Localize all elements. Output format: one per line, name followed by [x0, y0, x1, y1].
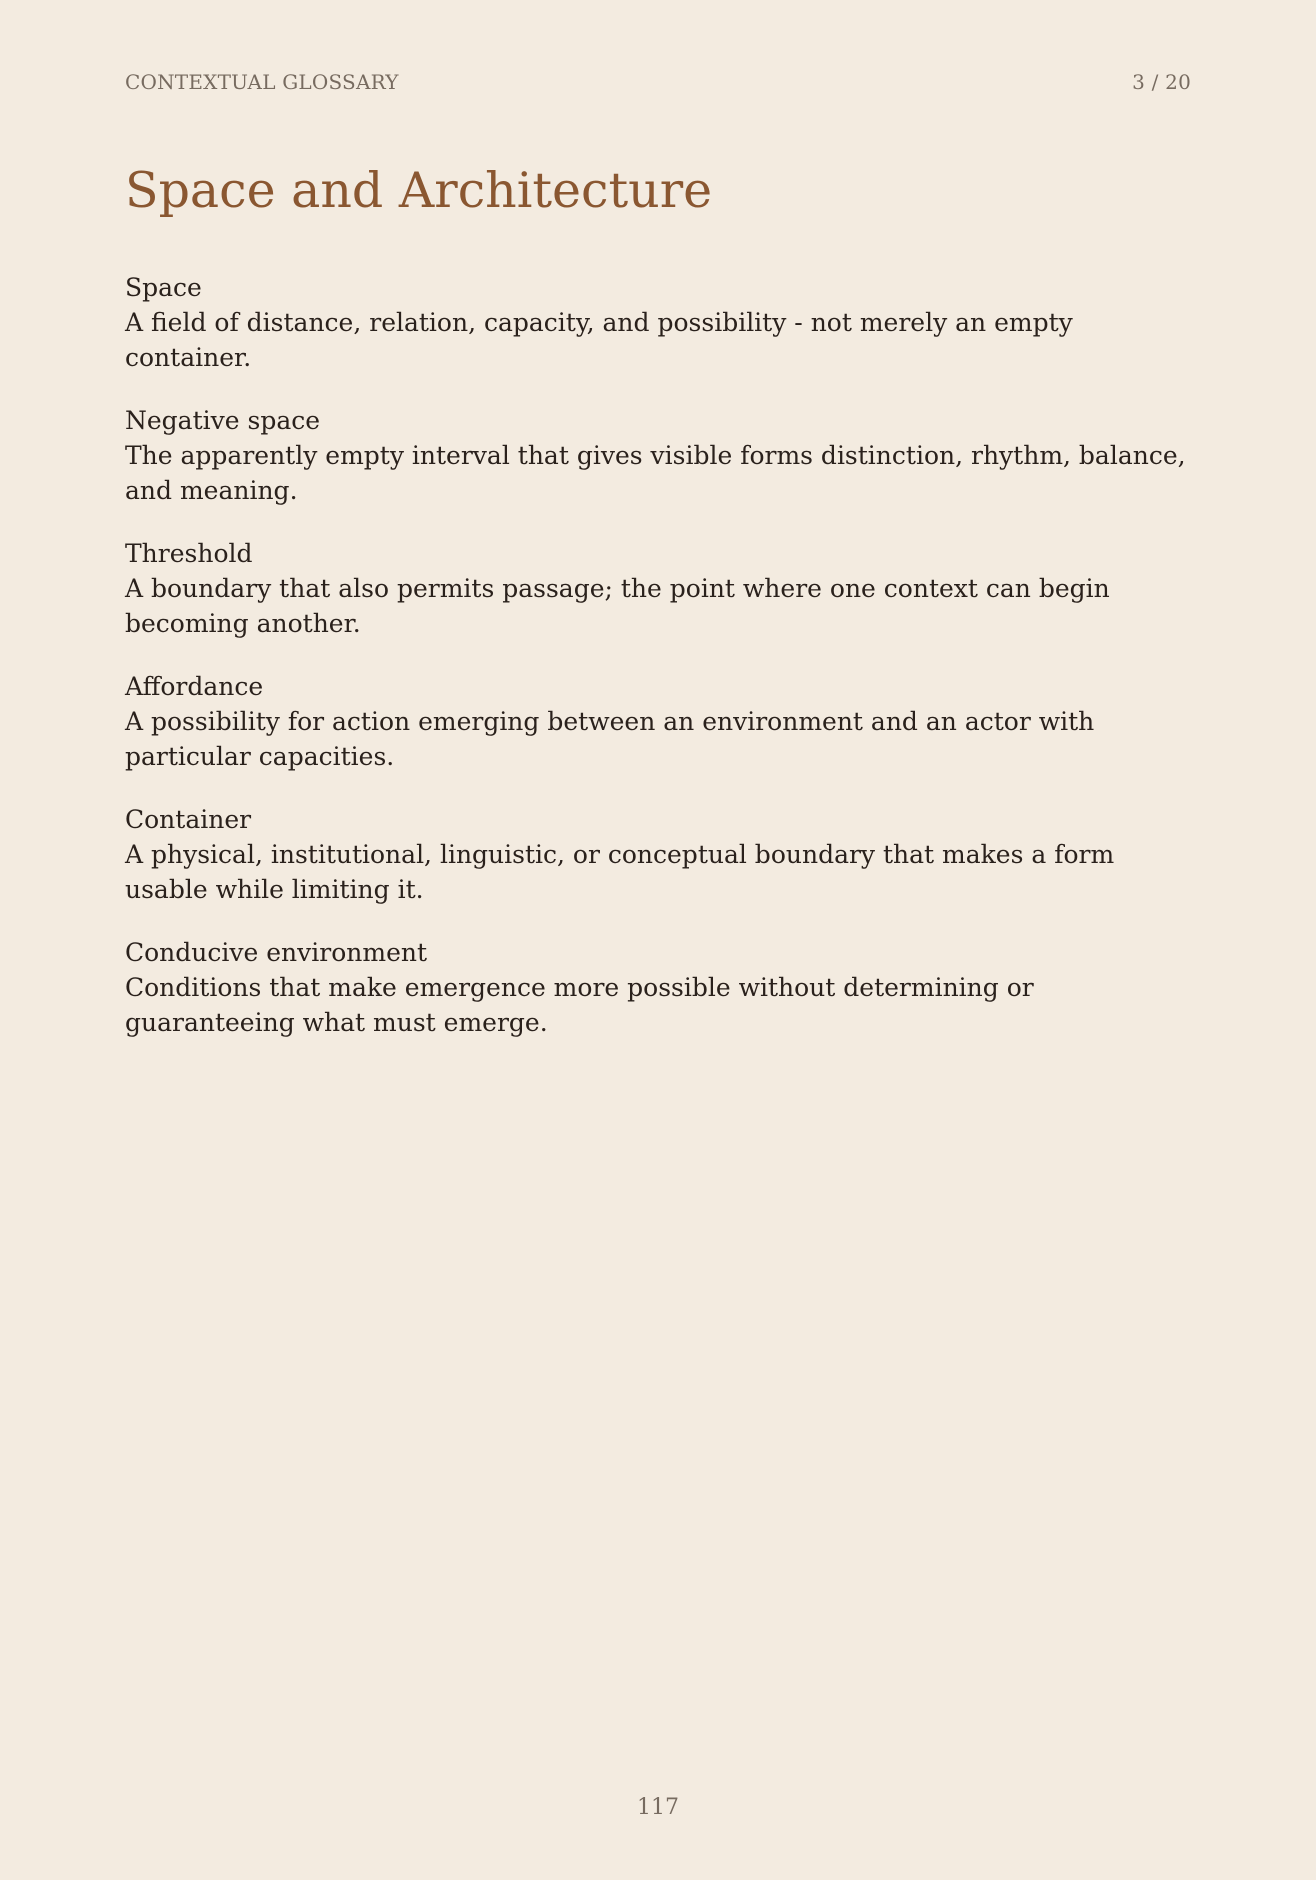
glossary-entry	[125, 536, 1200, 641]
page-title: Space and Architecture	[125, 162, 713, 219]
glossary-list	[125, 270, 1200, 1068]
glossary-definition: A field of distance, relation, capacity, and possibility - not merely an empty container.	[125, 308, 1073, 372]
glossary-definition: A possibility for action emerging between an environment and an actor with particular capacities.	[125, 707, 1095, 771]
glossary-definition: A physical, institutional, linguistic, or conceptual boundary that makes a form usable while limiting it.	[125, 840, 1115, 904]
glossary-entry	[125, 403, 1200, 508]
page-number: 117	[637, 1795, 679, 1820]
glossary-term: Threshold	[125, 539, 253, 568]
glossary-term: Space	[125, 273, 202, 302]
glossary-term: Container	[125, 805, 252, 834]
glossary-entry	[125, 669, 1200, 774]
glossary-term: Conducive environment	[125, 938, 428, 967]
glossary-entry	[125, 270, 1200, 375]
glossary-term: Affordance	[125, 672, 264, 701]
glossary-definition: A boundary that also permits passage; the point where one context can begin becoming another.	[125, 574, 1110, 638]
running-header	[125, 70, 1191, 94]
glossary-entry	[125, 802, 1200, 907]
section-label: CONTEXTUAL GLOSSARY	[125, 70, 399, 94]
glossary-definition: The apparently empty interval that gives visible forms distinction, rhythm, balance, and meaning.	[125, 441, 1186, 505]
progress-indicator: 3 / 20	[1132, 70, 1191, 94]
glossary-definition: Conditions that make emergence more possible without determining or guaranteeing what must emerge.	[125, 973, 1034, 1037]
glossary-term: Negative space	[125, 406, 321, 435]
glossary-entry	[125, 935, 1200, 1040]
